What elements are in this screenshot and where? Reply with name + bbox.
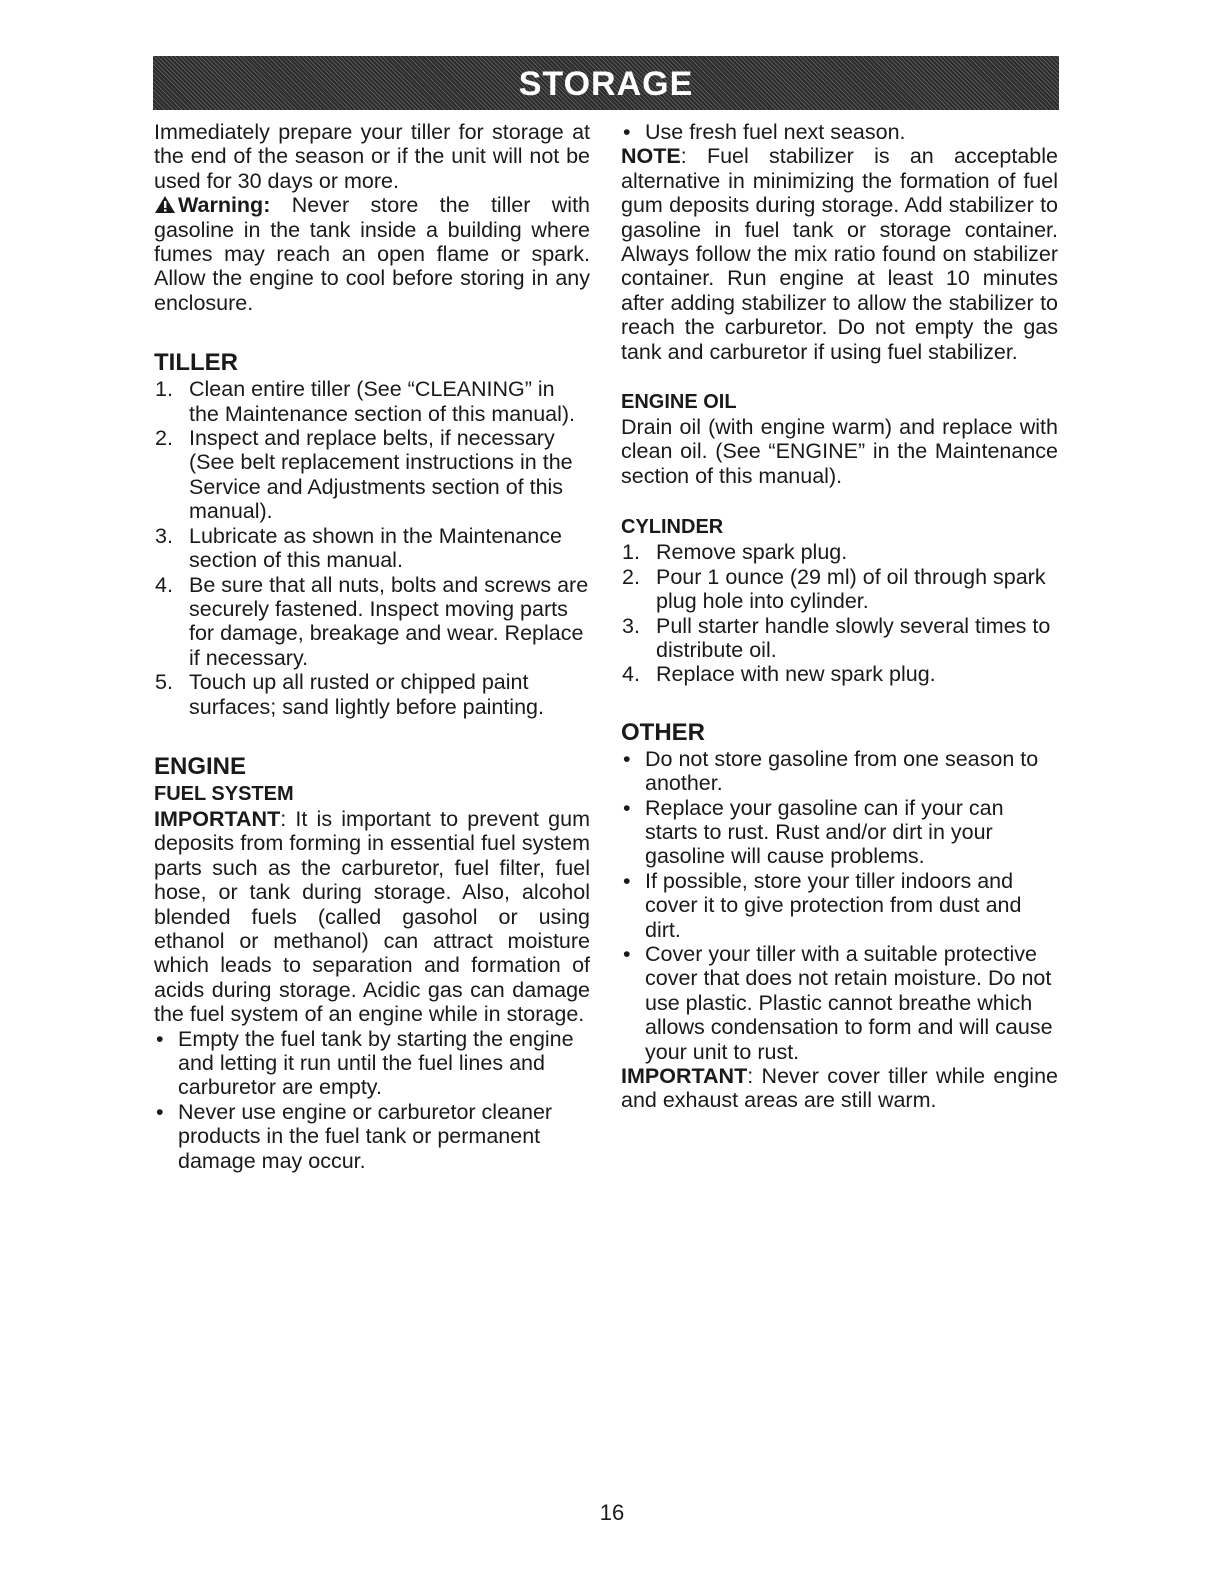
step-text: Lubricate as shown in the Maintenance section of this manual.: [189, 523, 562, 573]
warning-paragraph: [154, 193, 590, 315]
step-number: 5.: [155, 670, 173, 695]
step-number: 3.: [622, 613, 640, 638]
page-title: STORAGE: [518, 65, 694, 103]
step-text: Pull starter handle slowly several times to distribute oil.: [656, 613, 1051, 662]
bullet-icon: •: [623, 868, 631, 893]
step-text: Remove spark plug.: [656, 540, 848, 565]
warning-text: Never store the tiller with gasoline in the tank inside a building where fumes may reach an open flame or spark. Allow the engine to cool before storing in any enclosure.: [154, 193, 590, 315]
cylinder-steps: [621, 540, 1058, 686]
fuel-system-heading: FUEL SYSTEM: [154, 782, 294, 805]
step-number: 1.: [155, 377, 173, 402]
other-heading: OTHER: [621, 718, 705, 746]
list-item: [621, 747, 1058, 796]
bullet-icon: •: [156, 1026, 164, 1051]
list-item: [154, 426, 590, 524]
bullet-icon: •: [623, 795, 631, 820]
bullet-icon: •: [623, 120, 631, 144]
fresh-fuel-list: [621, 120, 1058, 144]
step-text: Inspect and replace belts, if necessary (See belt replacement instructions in the Service and Adjustments section of this manual).: [189, 426, 573, 524]
list-item: [621, 796, 1058, 869]
cylinder-heading: CYLINDER: [621, 516, 724, 539]
storage-banner: [153, 56, 1059, 110]
step-number: 2.: [155, 426, 173, 451]
note-paragraph: [621, 144, 1058, 364]
other-bullets: [621, 747, 1058, 1064]
list-item: [154, 524, 590, 573]
list-item: [621, 565, 1058, 614]
bullet-text: If possible, store your tiller indoors and cover it to give protection from dust and dirt.: [645, 868, 1022, 942]
note-text: : Fuel stabilizer is an acceptable alternative in minimizing the formation of fuel gum deposits during storage. Add stabilizer to gasoline in fuel tank or storage container. Always follow the mix ratio found on stabilizer container. Run engine at least 10 minutes after adding stabilizer to allow the stabilizer to reach the carburetor. Do not empty the gas tank and carburetor if using fuel stabilizer.: [621, 144, 1058, 364]
bullet-text: Use fresh fuel next season.: [645, 120, 906, 144]
right-column: [621, 120, 1058, 1113]
bullet-text: Do not store gasoline from one season to another.: [645, 746, 1039, 796]
step-text: Be sure that all nuts, bolts and screws are securely fastened. Inspect moving parts for damage, breakage and wear. Replace if necessary.: [189, 572, 589, 670]
engine-oil-paragraph: Drain oil (with engine warm) and replace with clean oil. (See “ENGINE” in the Maintenance section of this manual).: [621, 415, 1058, 488]
list-item: [621, 942, 1058, 1064]
tiller-steps: [154, 377, 590, 719]
list-item: [154, 670, 590, 719]
list-item: [621, 120, 1058, 144]
page-number: 16: [599, 1500, 625, 1525]
step-number: 3.: [155, 523, 173, 548]
list-item: [154, 1100, 590, 1173]
bullet-icon: •: [623, 941, 631, 966]
tiller-heading: TILLER: [154, 349, 238, 377]
list-item: [154, 573, 590, 671]
list-item: [621, 614, 1058, 663]
step-text: Touch up all rusted or chipped paint surfaces; sand lightly before painting.: [189, 670, 544, 719]
list-item: [621, 662, 1058, 686]
note-label: NOTE: [621, 144, 681, 169]
other-important-paragraph: [621, 1064, 1058, 1113]
bullet-text: Empty the fuel tank by starting the engine and letting it run until the fuel lines and carburetor are empty.: [178, 1026, 574, 1100]
step-number: 2.: [622, 564, 640, 589]
bullet-icon: •: [156, 1099, 164, 1124]
bullet-text: Cover your tiller with a suitable protective cover that does not retain moisture. Do not use plastic. Plastic cannot breathe which allows condensation to form and will cause your unit to rust.: [645, 941, 1053, 1064]
engine-heading: ENGINE: [154, 752, 247, 780]
step-number: 1.: [622, 540, 640, 565]
important-label: IMPORTANT: [154, 806, 281, 831]
step-number: 4.: [622, 662, 640, 687]
fuel-bullets: [154, 1027, 590, 1173]
step-text: Clean entire tiller (See “CLEANING” in the Maintenance section of this manual).: [189, 377, 576, 426]
important-label: IMPORTANT: [621, 1064, 748, 1088]
engine-oil-heading: ENGINE OIL: [621, 391, 737, 414]
important-text: : Never cover tiller while engine and exhaust areas are still warm.: [621, 1064, 1058, 1113]
list-item: [621, 869, 1058, 942]
bullet-text: Never use engine or carburetor cleaner products in the fuel tank or permanent damage may occur.: [178, 1099, 553, 1173]
step-text: Pour 1 ounce (29 ml) of oil through spark plug hole into cylinder.: [656, 564, 1046, 614]
warning-icon: [154, 195, 176, 214]
left-column: [154, 120, 590, 1173]
intro-paragraph: Immediately prepare your tiller for storage at the end of the season or if the unit will not be used for 30 days or more.: [154, 120, 590, 193]
step-number: 4.: [155, 572, 173, 597]
list-item: [154, 1027, 590, 1100]
bullet-icon: •: [623, 746, 631, 771]
fuel-important-paragraph: [154, 807, 590, 1027]
important-text: : It is important to prevent gum deposits from forming in essential fuel system parts such as the carburetor, fuel filter, fuel hose, or tank during storage. Also, alcohol blended fuels (called gasohol or using ethanol or methanol) can attract moisture which leads to separation and formation of acids during storage. Acidic gas can damage the fuel system of an engine while in storage.: [154, 806, 590, 1027]
list-item: [154, 377, 590, 426]
step-text: Replace with new spark plug.: [656, 662, 936, 687]
list-item: [621, 540, 1058, 564]
warning-label: Warning:: [178, 193, 271, 218]
bullet-text: Replace your gasoline can if your can starts to rust. Rust and/or dirt in your gasoline will cause problems.: [645, 795, 1004, 869]
